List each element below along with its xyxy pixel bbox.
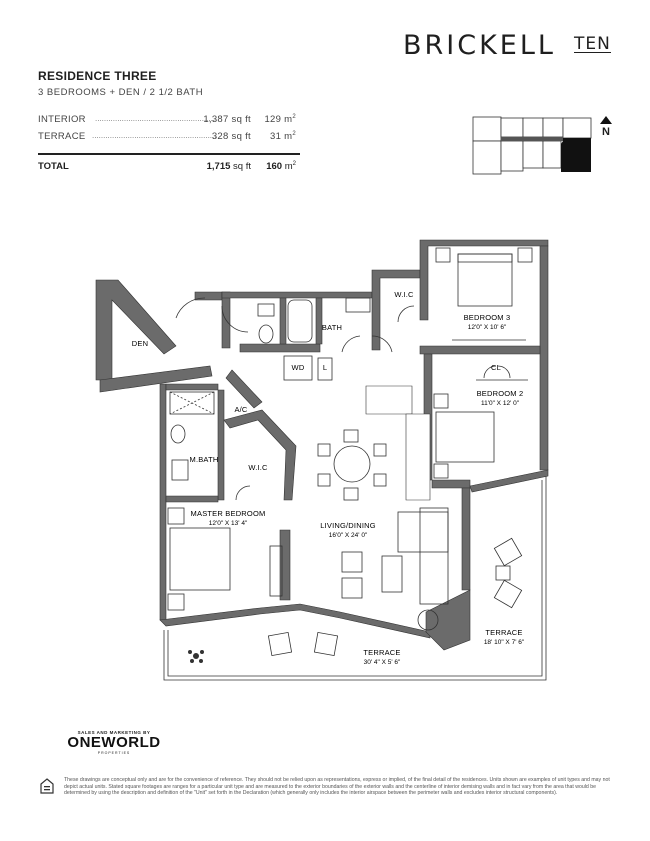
wall-living-partition xyxy=(280,530,290,600)
key-plan-unit xyxy=(473,141,501,174)
key-plan-unit xyxy=(473,117,501,141)
north-label: N xyxy=(602,126,610,138)
coffee-table xyxy=(382,556,402,592)
total-sqft: 1,715 sq ft xyxy=(206,161,251,172)
area-label: INTERIOR xyxy=(38,114,86,125)
dining-table xyxy=(334,446,370,482)
leader-dots: ........................................................ xyxy=(92,131,217,140)
room-label-master: MASTER BEDROOM xyxy=(190,509,266,518)
area-sqft: 328 sq ft xyxy=(211,131,251,142)
wall xyxy=(166,384,218,390)
room-label-linen: L xyxy=(322,363,328,372)
north-arrow-icon xyxy=(600,116,612,126)
terrace-chair xyxy=(314,632,337,655)
wall-master-left xyxy=(160,384,166,620)
area-label: TERRACE xyxy=(38,131,86,142)
total-divider xyxy=(38,153,300,155)
room-dim-master: 12'0" X 13' 4" xyxy=(208,520,248,527)
terrace-chair xyxy=(268,632,291,655)
equal-housing-icon xyxy=(40,778,54,794)
area-m2: 31 $m^2$ xyxy=(270,131,296,143)
room-label-terrace-side: TERRACE xyxy=(485,628,523,637)
dining-chair xyxy=(374,444,386,456)
area-row-interior xyxy=(38,114,300,131)
oneworld-tagline: SALES AND MARKETING BY xyxy=(77,730,151,735)
residence-subtitle: 3 BEDROOMS + DEN / 2 1/2 BATH xyxy=(38,87,204,98)
dining-chair xyxy=(318,444,330,456)
ottoman xyxy=(342,552,362,572)
terrace-side-table xyxy=(496,566,510,580)
total-label: TOTAL xyxy=(38,161,69,172)
pillows xyxy=(458,254,512,262)
logo-sub-text: TEN xyxy=(574,34,611,54)
dining-chair xyxy=(344,488,358,500)
room-label-wic-master: W.I.C xyxy=(248,463,268,472)
wall-bedroom2-bottom xyxy=(470,470,548,492)
wall xyxy=(240,344,320,352)
wall xyxy=(316,298,322,344)
bed-bedroom2 xyxy=(436,412,494,462)
nightstand xyxy=(168,508,184,524)
area-m2: 129 $m^2$ xyxy=(264,114,296,126)
wall xyxy=(166,496,218,502)
residence-title: RESIDENCE THREE xyxy=(38,69,157,83)
room-dim-bedroom2: 11'0" X 12' 0" xyxy=(480,400,520,407)
logo-main-text: BRICKELL xyxy=(403,30,556,61)
room-label-closet: CL xyxy=(491,363,501,372)
nightstand xyxy=(168,594,184,610)
oneworld-name: ONEWORLD xyxy=(67,734,161,751)
toilet xyxy=(171,425,185,443)
dining-chair xyxy=(318,474,330,486)
master-vanity xyxy=(172,460,188,480)
dining-chair xyxy=(374,474,386,486)
sofa-chaise xyxy=(420,508,448,604)
wall-right-exterior xyxy=(540,246,548,470)
key-plan xyxy=(470,114,595,178)
key-plan-unit xyxy=(501,118,523,137)
wall-wic-master xyxy=(224,410,296,500)
wall xyxy=(218,390,224,500)
wall-bedroom3-top xyxy=(420,240,548,320)
door-swing xyxy=(398,306,414,322)
room-label-ac: A/C xyxy=(234,405,248,414)
wall-exterior-glazing xyxy=(160,604,430,638)
oneworld-logo xyxy=(64,730,164,755)
key-plan-unit xyxy=(523,141,543,168)
room-label-living: LIVING/DINING xyxy=(320,521,376,530)
key-plan-unit xyxy=(523,118,543,137)
room-label-wd: WD xyxy=(291,363,305,372)
floor-plan xyxy=(94,236,564,686)
nightstand xyxy=(436,248,450,262)
total-m2: 160 $m^2$ xyxy=(266,161,296,173)
room-label-wic-b3: W.I.C xyxy=(394,290,414,299)
key-plan-unit xyxy=(543,118,563,137)
nightstand xyxy=(434,464,448,478)
kitchen-island xyxy=(406,414,430,500)
shower-drain-lines xyxy=(170,392,214,414)
terrace-chair xyxy=(494,580,521,607)
wall xyxy=(222,292,372,298)
wall xyxy=(280,298,286,344)
area-row-terrace xyxy=(38,131,300,148)
kitchen-counter xyxy=(366,386,412,414)
sofa xyxy=(398,512,448,552)
room-label-mbath: M.BATH xyxy=(189,455,219,464)
terrace-chair xyxy=(494,538,521,565)
door-swing xyxy=(236,486,250,500)
room-label-den: DEN xyxy=(131,339,149,348)
room-label-bedroom3: BEDROOM 3 xyxy=(463,313,511,322)
key-plan-highlight-unit xyxy=(561,138,591,172)
key-plan-corridor xyxy=(501,137,563,141)
wall-den-exterior xyxy=(96,280,176,380)
oneworld-sub: PROPERTIES xyxy=(97,751,131,755)
room-label-bedroom2: BEDROOM 2 xyxy=(476,389,524,398)
bathtub xyxy=(288,300,312,342)
room-dim-terrace-side: 18' 10" X 7' 6" xyxy=(483,639,525,646)
room-dim-living: 16'0" X 24' 0" xyxy=(328,532,368,539)
area-sqft: 1,387 sq ft xyxy=(203,114,251,125)
leader-dots: ........................................................ xyxy=(95,114,220,123)
plant-icon xyxy=(188,650,204,663)
ottoman xyxy=(342,578,362,598)
nightstand xyxy=(518,248,532,262)
vanity-sink xyxy=(346,298,370,312)
room-dim-terrace: 30' 4" X 5' 6" xyxy=(363,659,401,666)
room-dim-bedroom3: 12'0" X 10' 6" xyxy=(467,324,507,331)
sink xyxy=(258,304,274,316)
key-plan-unit xyxy=(563,118,591,138)
room-label-bath: BATH xyxy=(321,323,343,332)
key-plan-unit xyxy=(501,141,523,171)
area-table xyxy=(38,114,300,148)
door-swing xyxy=(176,298,205,318)
room-label-terrace: TERRACE xyxy=(363,648,401,657)
wall-ac xyxy=(226,370,262,408)
brickell-ten-logo xyxy=(403,30,611,64)
bed-master xyxy=(170,528,230,590)
dining-chair xyxy=(344,430,358,442)
wall-bedroom3-bottom xyxy=(420,346,540,354)
area-row-total xyxy=(38,161,300,177)
toilet xyxy=(259,325,273,343)
wall xyxy=(432,480,470,488)
nightstand xyxy=(434,394,448,408)
wall xyxy=(462,488,470,590)
key-plan-unit xyxy=(543,141,561,168)
disclaimer-text: These drawings are conceptual only and are for the convenience of reference. They should not be relied upon as representations, express or implied, of the final detail of the residences. Units shown are examples of unit types and may not depict actual units. Stated square footages are ranges for a particular unit type and are measured to the exterior boundaries of the exterior walls and the centerline of interior demising walls and in fact vary from the area that would be determined by using the description and definition of the "Unit" set forth in the Declaration (which generally only includes the interior airspace between the perimeter walls and excludes interior structural components). xyxy=(64,777,610,796)
wall-wic-b3 xyxy=(372,270,420,350)
door-swing xyxy=(342,336,360,352)
